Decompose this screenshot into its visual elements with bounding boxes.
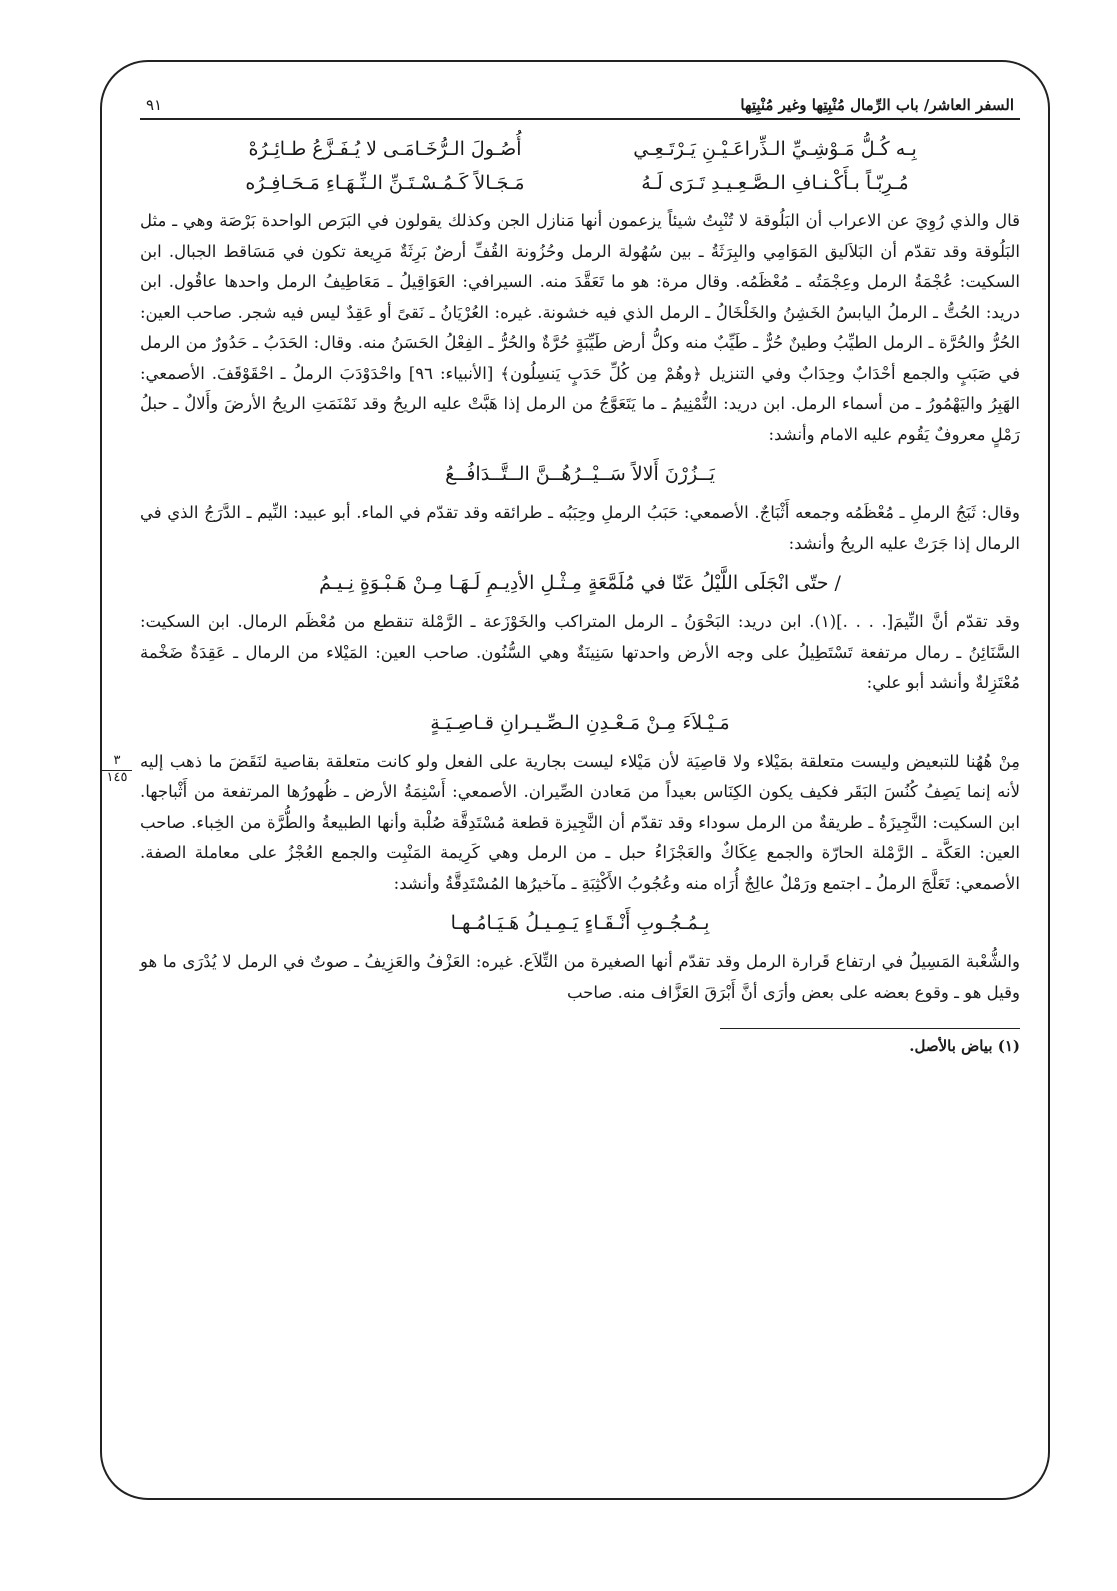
margin-ref-volume: ٣ [102, 754, 132, 771]
verse-line [140, 166, 1020, 200]
verse-line [140, 132, 1020, 166]
page-content [106, 78, 1020, 1478]
body-paragraph-5: والشُّعْبة المَسِيلُ في ارتفاع قَرارة الرمل وقد تقدّم أنها الصغيرة من التِّلاَع. غيره: العَزْفُ والعَزِيفُ ـ صوتٌ في الرمل لا يُدْرَى ما هو وقيل هو ـ وقوع بعضه على بعض وأرَى أنَّ أَبْرَقَ العَزَّاف منه. صاحب [140, 952, 1020, 1002]
verse-3: / حتّى انْجَلَى اللَّيْلُ عَنّا في مُلَمَّعَةٍ مِـثْـلِ الأدِيـمِ لَـهَـا مِـنْ هَـبْـوَةٍ نِـيـمُ [319, 572, 841, 594]
verse-hemistich-right: بِـه كُـلُّ مَـوْشِـيِّ الـذِّراعَـيْـنِ يَـرْتَـعِـي [633, 138, 917, 160]
verse-hemistich-right: مُـرِبّـاً بـأَكْـنـافِ الـصَّـعِـيـدِ تَـرَى لَـهُ [641, 172, 909, 194]
body-paragraph-4: مِنْ هُهُنا للتبعيض وليست متعلقة بمَيْلاء ولا قاصِيَة لأن مَيْلاء ليست بجارية على الفعل ولو كانت متعلقة بقاصية لنَقَضَ ما ذهب إليه لأنه إنما يَصِفُ كُنُسَ البَقَر فكيف يكون الكِنَاس بعيداً من مَعادن الصِّيران. الأصمعي: أَسْنِمَةُ الأرض ـ ظُهورُها المرتفعة من أَثْباجها. ابن السكيت: النَّجِيزَةُ ـ طريقةٌ من الرمل سوداء وقد تقدّم أن النَّجِيزة قطعة مُسْتَدِقَّة صُلْبة وأنها الطبيعةُ والطُّرَّة من الخِباء. صاحب العين: العَكَّة ـ الرَّمْلة الحارّة والجمع عِكَاكٌ والعَجْزَاءُ حبل ـ من الرمل وهي كَرِيمة المَنْبِت والجمع العُجْزُ على معاملة الصفة. الأصمعي: تَعَلَّجَ الرملُ ـ اجتمع ورَمْلٌ عالِجٌ أُرَاه منه وعُجُوبُ الأَكْثِبَةِ ـ مآخيرُها المُسْتَدِقَّةُ وأنشد: [140, 751, 1020, 893]
margin-page-ref [102, 754, 132, 785]
verse-hemistich-left: أُصُـولَ الـرُّخَـامَـى لا يُـفَـزَّعُ طـائِـرُهْ [248, 138, 522, 160]
verse-2: يَــزُرْنَ أَلالاً سَــيْــرُهُــنَّ الــتَّــدَافُــعُ [445, 463, 715, 485]
verse-block-top [140, 132, 1020, 200]
verse-5: بِـمُـجُـوبِ أَنْـقَـاءٍ يَـمِـيـلُ هَـيَـامُـهـا [450, 912, 710, 934]
footnote: (١) بياض بالأصل. [909, 1037, 1020, 1055]
body-paragraph-1: قال والذي رُوِيَ عن الاعراب أن البَلُوقة لا تُنْبِتُ شيئاً يزعمون أنها مَنازل الجن وكذلك يقولون في البَرَص الواحدة بَرْصَة وهي ـ مثل البَلُوقة وقد تقدّم أن البَلاَليق المَوَامِي والبِرَثَةُ ـ بين سُهُولة الرمل وحُزُونة القُفِّ أرضٌ بَرِثَةٌ مَرِيعة تكون في مَسَاقط الجبال. ابن السكيت: عُجْمَةُ الرمل وعِجْمَتُه ـ مُعْظَمُه. وقال مرة: هو ما تَعَقَّدَ منه. السيرافي: العَوَاقِيلُ ـ مَعَاطِيفُ الرمل واحدها عاقُول. ابن دريد: الحُتُّ ـ الرملُ اليابسُ الخَشِنُ والخَلْخَالُ ـ الرمل الذي فيه خشونة. غيره: العُرْيَانُ ـ نَقىً أو عَقِدٌ ليس فيه شجر. صاحب العين: الحُرُّ والحُرَّة ـ الرمل الطيِّبُ وطينٌ حُرٌّ ـ طَيِّبٌ منه وكلُّ أرض طَيِّبَةٍ حُرَّةٌ والحُرُّ ـ الفِعْلُ الحَسَنُ منه. وقال: الحَدَبُ ـ حَدُورٌ من الرمل في صَبَبٍ والجمع أحْدَابٌ وحِدَابٌ وفي التنزيل ﴿وهُمْ مِن كُلِّ حَدَبٍ يَنسِلُون﴾ [الأنبياء: ٩٦] واحْدَوْدَبَ الرملُ ـ احْقَوْقَفَ. الأصمعي: الهَبِرُ واليَهْمُورُ ـ من أسماء الرمل. ابن دريد: النُّمْنِيمُ ـ ما يَتَعَوَّجُ من الرمل إذا هَبَّتْ عليه الريحُ وقد نَمْنَمَتِ الريحُ الأرضَ وأَلالٌ ـ حبلُ رَمْلٍ معروفٌ يَقُوم عليه الامام وأنشد: [140, 211, 1020, 444]
running-title: السفر العاشر/ باب الرِّمال مُنْبِتِها وغير مُنْبِتِها [740, 96, 1014, 114]
running-head [140, 78, 1020, 120]
page-number: ٩١ [146, 96, 163, 114]
verse-4: مَـيْـلاَءَ مِـنْ مَـعْـدِنِ الـصِّـيـرانِ قـاصِـيَـةٍ [430, 711, 730, 734]
margin-ref-page: ١٤٥ [106, 770, 128, 785]
body-paragraph-3: وقد تقدّم أنَّ النِّيمَ[. . . .](١). ابن دريد: البَحْوَنُ ـ الرمل المتراكب والخَوْزَعة ـ الرَّمْلة تنقطع من مُعْظَم الرمال. ابن السكيت: السَّنَائِنُ ـ رمال مرتفعة تَسْتَطِيلُ على وجه الأرض واحدتها سَنِينَةٌ وهي السُّنُون. صاحب العين: المَيْلاء من الرمال ـ عَقِدَةٌ ضَخْمة مُعْتَزِلةٌ وأنشد أبو علي: [140, 612, 1020, 692]
verse-hemistich-left: مَـجَـالاً كَـمُـسْـتَـنِّ الـنِّـهَـاءِ مَـحَـافِـرُه [245, 172, 525, 194]
footnote-divider [720, 1028, 1020, 1029]
body-paragraph-2: وقال: ثَبَجُ الرملِ ـ مُعْظَمُه وجمعه أَثْبَاجٌ. الأصمعي: حَبَبُ الرملِ وحِبَبُه ـ طرائقه وقد تقدّم في الماء. أبو عبيد: النِّيم ـ الدَّرَجُ الذي في الرمال إذا جَرَتْ عليه الريحُ وأنشد: [140, 503, 1020, 553]
